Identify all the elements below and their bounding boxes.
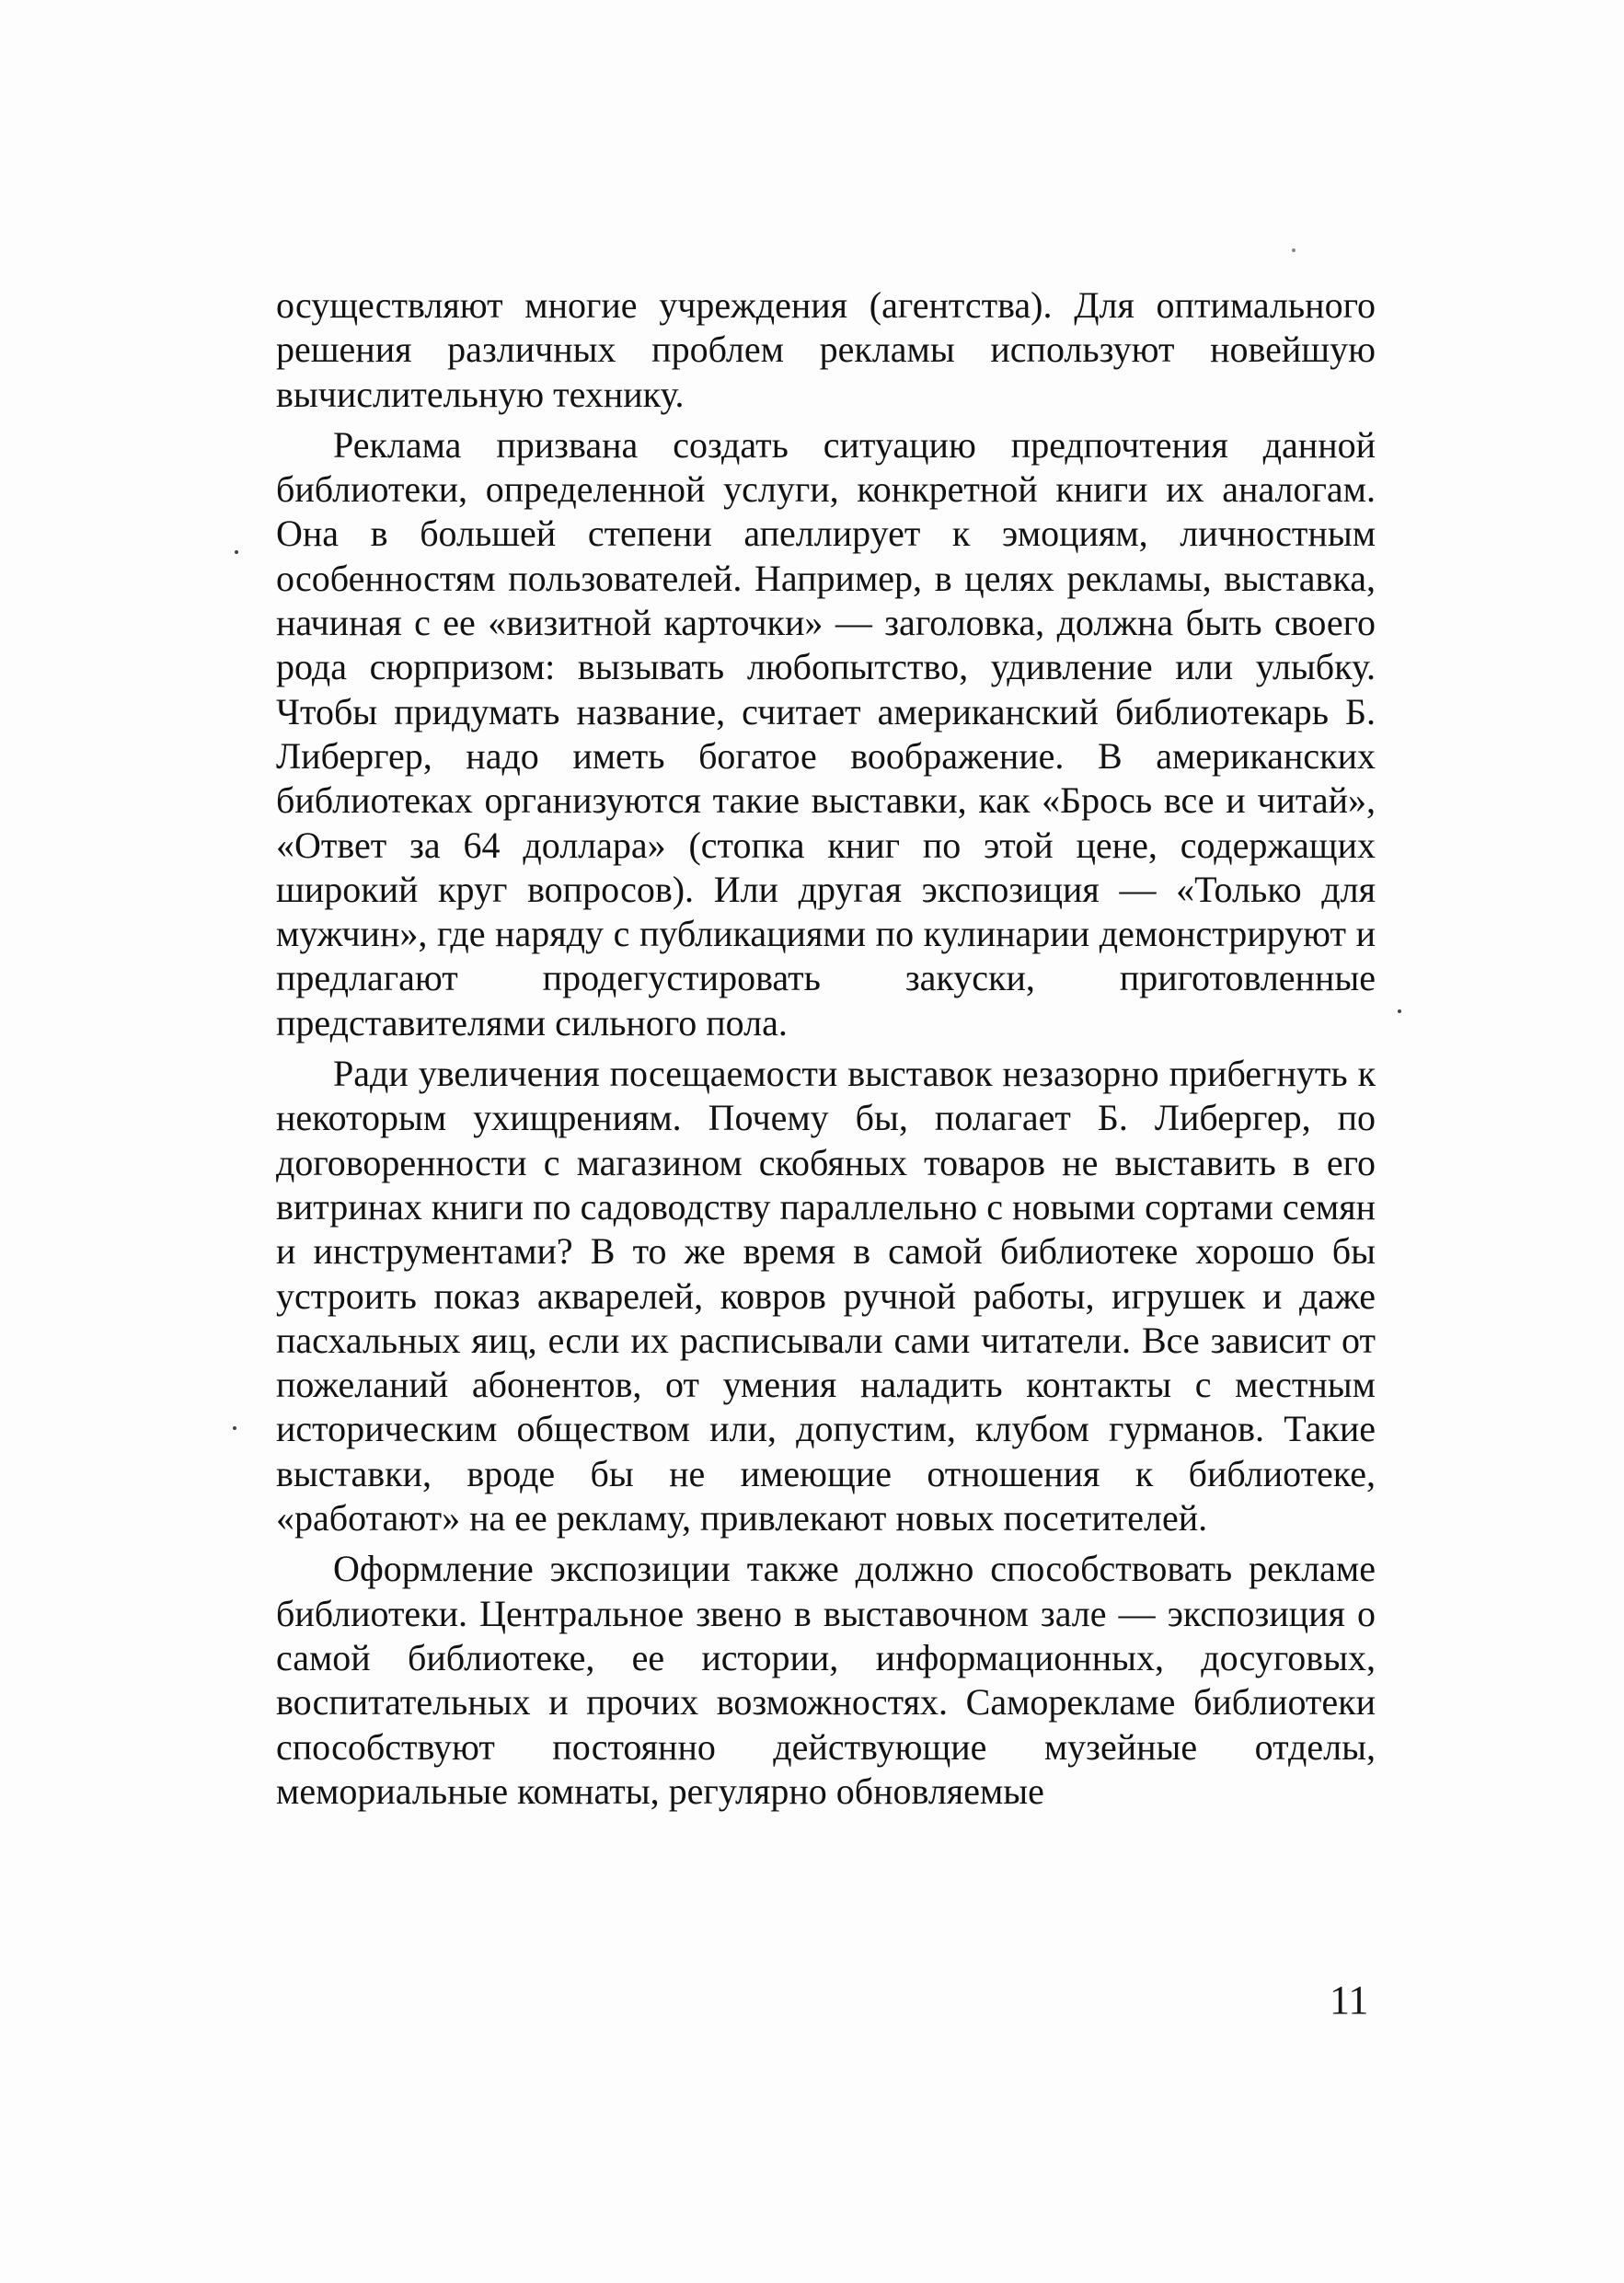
scan-speck xyxy=(233,1426,236,1430)
paragraph: Ради увеличения посещаемости выставок незазорно прибегнуть к некоторым ухищрениям. Почему бы, полагает Б. Либергер, по договоренности с магазином скобяных товаров не выставить в его витринах книги по садоводству параллельно с новыми сортами семян и инструментами? В то же время в самой библиотеке хорошо бы устроить показ акварелей, ковров ручной работы, игрушек и даже пасхальных яиц, если их расписывали сами читатели. Все зависит от пожеланий абонентов, от умения наладить контакты с местным историческим обществом или, допустим, клубом гурманов. Такие выставки, вроде бы не имеющие отношения к библиотеке, «работают» на ее рекламу, привлекают новых посетителей. xyxy=(276,1053,1376,1539)
paragraph-continuation: осуществляют многие учреждения (агентства). Для оптимального решения различных проблем рекламы используют новейшую вычислительную технику. xyxy=(276,284,1376,415)
paragraph: Реклама призвана создать ситуацию предпочтения данной библиотеки, определенной услуги, конкретной книги их аналогам. Она в большей степени апеллирует к эмоциям, личностным особенностям пользователей. Например, в целях рекламы, выставка, начиная с ее «визитной карточки» — заголовка, должна быть своего рода сюрпризом: вызывать любопытство, удивление или улыбку. Чтобы придумать название, считает американский библиотекарь Б. Либергер, надо иметь богатое воображение. В американских библиотеках организуются такие выставки, как «Брось все и читай», «Ответ за 64 доллара» (стопка книг по этой цене, содержащих широкий круг вопросов). Или другая экспозиция — «Только для мужчин», где наряду с публикациями по кулинарии демонстрируют и предлагают продегустировать закуски, приготовленные представителями сильного пола. xyxy=(276,423,1376,1043)
paragraph: Оформление экспозиции также должно способствовать рекламе библиотеки. Центральное звено в выставочном зале — экспозиция о самой библиотеке, ее истории, информационных, досуговых, воспитательных и прочих возможностях. Саморекламе библиотеки способствуют постоянно действующие музейные отделы, мемориальные комнаты, регулярно обновляемые xyxy=(276,1548,1376,1812)
page-number: 11 xyxy=(1330,1977,1369,2023)
scan-speck xyxy=(1292,248,1296,252)
scan-speck xyxy=(1398,1009,1401,1013)
scan-speck xyxy=(235,550,238,554)
body-text xyxy=(276,283,1376,1814)
